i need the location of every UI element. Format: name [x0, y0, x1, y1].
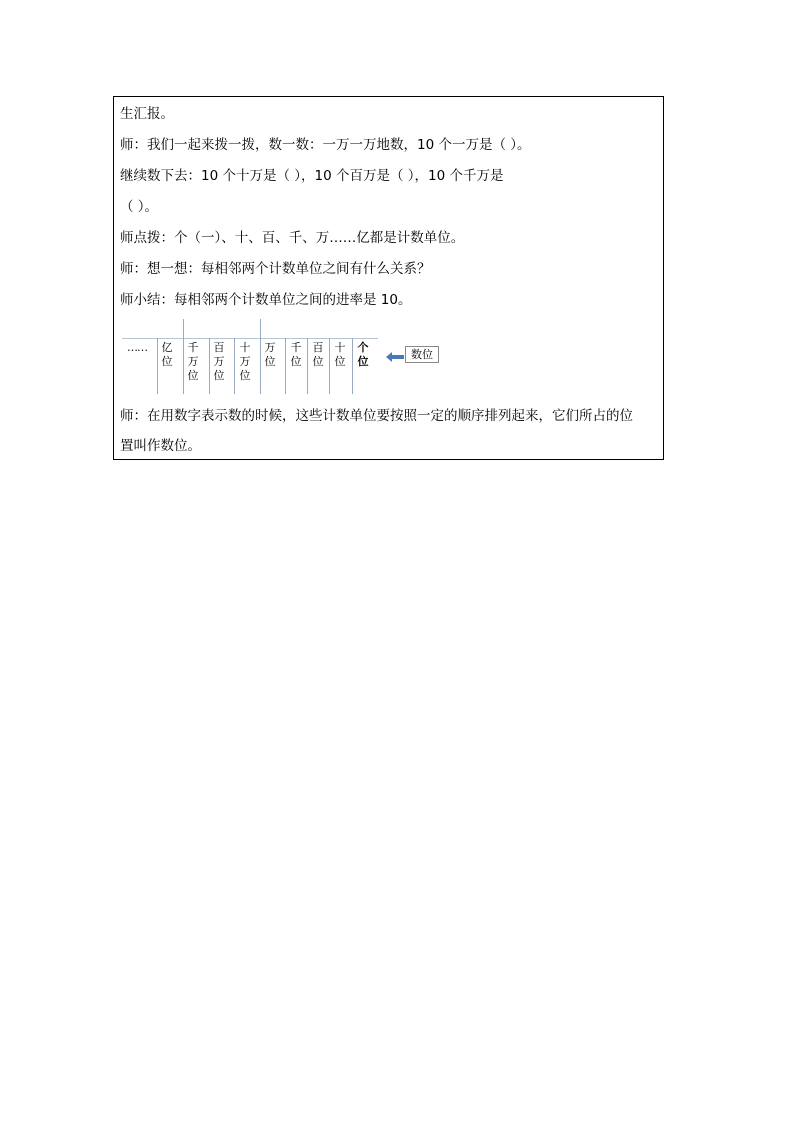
column-divider: [183, 319, 184, 394]
line-teacher-hint: 师点拨：个（一）、十、百、千、万……亿都是计数单位。: [120, 230, 465, 246]
digit-place-yi: 亿位: [161, 341, 173, 368]
digit-place-baiwan: 百万位: [213, 341, 225, 382]
digit-place-qianwan: 千万位: [187, 341, 199, 382]
line-continue-counting: 继续数下去：10 个十万是（ ），10 个百万是（ ），10 个千万是: [120, 168, 504, 184]
column-divider: [260, 319, 261, 394]
column-divider: [352, 338, 353, 394]
line-summary: 师小结：每相邻两个计数单位之间的进率是 10。: [120, 292, 412, 308]
digit-place-table: [122, 319, 378, 394]
line-explanation: 师：在用数字表示数的时候，这些计数单位要按照一定的顺序排列起来，它们所占的位: [120, 408, 633, 424]
column-divider: [285, 338, 286, 394]
line-count-ten-thousands: 师：我们一起来拨一拨，数一数：一万一万地数，10 个一万是（ ）。: [120, 137, 531, 153]
column-divider: [329, 338, 330, 394]
digit-place-ge: 个位: [357, 341, 369, 368]
column-divider: [307, 338, 308, 394]
column-divider: [209, 338, 210, 394]
line-student-report: 生汇报。: [120, 106, 174, 122]
line-continue-counting-end: （ ）。: [120, 199, 159, 215]
lesson-text-box: [113, 96, 664, 460]
line-think-question: 师：想一想：每相邻两个计数单位之间有什么关系？: [120, 261, 431, 277]
digit-place-label: 数位: [405, 346, 439, 363]
digit-place-shiwan: 十万位: [239, 341, 251, 382]
digit-place-wan: 万位: [264, 341, 276, 368]
line-explanation-end: 置叫作数位。: [120, 438, 201, 454]
table-ellipsis: ……: [127, 341, 147, 354]
table-top-border: [122, 338, 378, 339]
column-divider: [234, 338, 235, 394]
digit-place-qian: 千位: [290, 341, 302, 368]
digit-place-bai: 百位: [312, 341, 324, 368]
arrow-left-icon: [386, 352, 404, 362]
digit-place-shi: 十位: [334, 341, 346, 368]
column-divider: [157, 338, 158, 394]
